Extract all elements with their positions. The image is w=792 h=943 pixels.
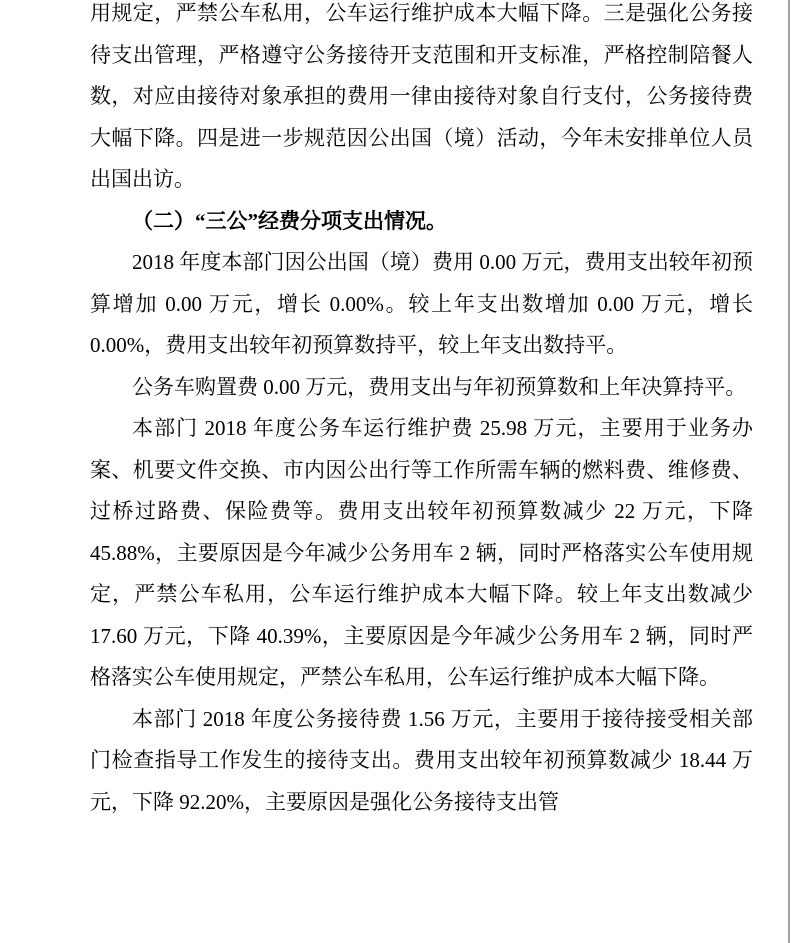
document-text-column (90, 0, 753, 823)
paragraph-continuation: 用规定，严禁公车私用，公车运行维护成本大幅下降。三是强化公务接待支出管理，严格遵守公务接待开支范围和开支标准，严格控制陪餐人数，对应由接待对象承担的费用一律由接待对象自行支付，公务接待费大幅下降。四是进一步规范因公出国（境）活动，今年未安排单位人员出国出访。 (90, 1, 753, 191)
paragraph-official-reception: 本部门 2018 年度公务接待费 1.56 万元，主要用于接待接受相关部门检查指导工作发生的接待支出。费用支出较年初预算数减少 18.44 万元，下降 92.20%，主要原因是强化公务接待支出管 (90, 706, 753, 814)
section-heading: （二）“三公”经费分项支出情况。 (132, 208, 447, 233)
page-edge-line (788, 0, 790, 943)
paragraph-vehicle-purchase: 公务车购置费 0.00 万元，费用支出与年初预算数和上年决算持平。 (132, 374, 747, 399)
paragraph-vehicle-maintenance: 本部门 2018 年度公务车运行维护费 25.98 万元，主要用于业务办案、机要文件交换、市内因公出行等工作所需车辆的燃料费、维修费、过桥过路费、保险费等。费用支出较年初预算数减少 22 万元，下降 45.88%，主要原因是今年减少公务用车 2 辆，同时严格落实公车使用规定，严禁公车私用，公车运行维护成本大幅下降。较上年支出数减少 17.60 万元，下降 40.39%，主要原因是今年减少公务用车 2 辆，同时严格落实公车使用规定，严禁公车私用，公车运行维护成本大幅下降。 (90, 416, 753, 689)
paragraph-abroad-expense: 2018 年度本部门因公出国（境）费用 0.00 万元，费用支出较年初预算增加 0.00 万元，增长 0.00%。较上年支出数增加 0.00 万元，增长 0.00%，费用支出较年初预算数持平，较上年支出数持平。 (90, 250, 753, 357)
